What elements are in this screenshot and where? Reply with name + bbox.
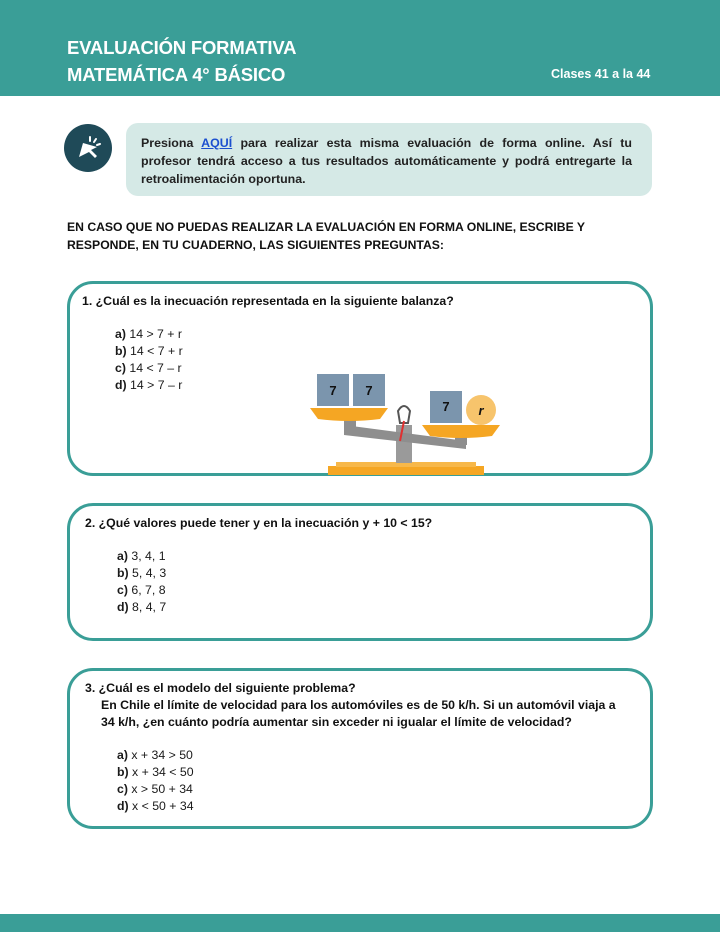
balance-dial [398, 406, 410, 423]
balance-base [328, 466, 484, 475]
question-1-option-b[interactable]: b) 14 < 7 + r [115, 344, 183, 358]
right-ball-label: r [478, 403, 484, 418]
question-3-option-c[interactable]: c) x > 50 + 34 [117, 782, 193, 796]
footer-bar [0, 914, 720, 932]
question-2-option-d[interactable]: d) 8, 4, 7 [117, 600, 167, 614]
question-3-option-b[interactable]: b) x + 34 < 50 [117, 765, 194, 779]
question-1-option-c[interactable]: c) 14 < 7 – r [115, 361, 182, 375]
left-block-1-label: 7 [329, 383, 337, 398]
classes-label: Clases 41 a la 44 [551, 67, 651, 81]
right-block-label: 7 [442, 399, 450, 414]
question-1-title: 1. ¿Cuál es la inecuación representada en la siguiente balanza? [82, 294, 454, 308]
question-3-option-a[interactable]: a) x + 34 > 50 [117, 748, 193, 762]
notice-text: Presiona AQUÍ para realizar esta misma evaluación de forma online. Así tu profesor tendrá acceso a tus resultados automáticamente y podrá entregarte la retroalimentación oportuna. [141, 136, 632, 186]
question-3-options [117, 747, 194, 815]
balance-scale-illustration [300, 365, 510, 477]
question-1-option-a[interactable]: a) 14 > 7 + r [115, 327, 182, 341]
balance-pillar [396, 425, 412, 463]
question-1-options [115, 326, 183, 394]
online-notice [126, 123, 652, 196]
click-cursor-icon [64, 124, 112, 172]
balance-left-tray [310, 408, 388, 421]
question-2-option-a[interactable]: a) 3, 4, 1 [117, 549, 166, 563]
question-1-option-d[interactable]: d) 14 > 7 – r [115, 378, 183, 392]
question-3-problem-line2: 34 k/h, ¿en cuánto podría aumentar sin exceder ni igualar el límite de velocidad? [101, 715, 572, 729]
online-evaluation-link[interactable]: AQUÍ [201, 136, 233, 150]
instruction-text: EN CASO QUE NO PUEDAS REALIZAR LA EVALUACIÓN EN FORMA ONLINE, ESCRIBE Y RESPONDE, EN TU CUADERNO, LAS SIGUIENTES PREGUNTAS: [67, 220, 585, 252]
page-title-line1: EVALUACIÓN FORMATIVA [67, 37, 297, 58]
question-3-problem-line1: En Chile el límite de velocidad para los automóviles es de 50 k/h. Si un automóvil viaja a [101, 698, 616, 712]
question-2-title: 2. ¿Qué valores puede tener y en la inecuación y + 10 < 15? [85, 516, 433, 530]
page-title-line2: MATEMÁTICA 4° BÁSICO [67, 64, 286, 85]
balance-right-tray [422, 425, 500, 438]
question-2-options [117, 548, 166, 616]
question-2-option-c[interactable]: c) 6, 7, 8 [117, 583, 166, 597]
header-banner [0, 0, 720, 96]
question-3-option-d[interactable]: d) x < 50 + 34 [117, 799, 194, 813]
question-2-option-b[interactable]: b) 5, 4, 3 [117, 566, 167, 580]
question-3-title: 3. ¿Cuál es el modelo del siguiente problema? [85, 681, 356, 695]
left-block-2-label: 7 [365, 383, 373, 398]
